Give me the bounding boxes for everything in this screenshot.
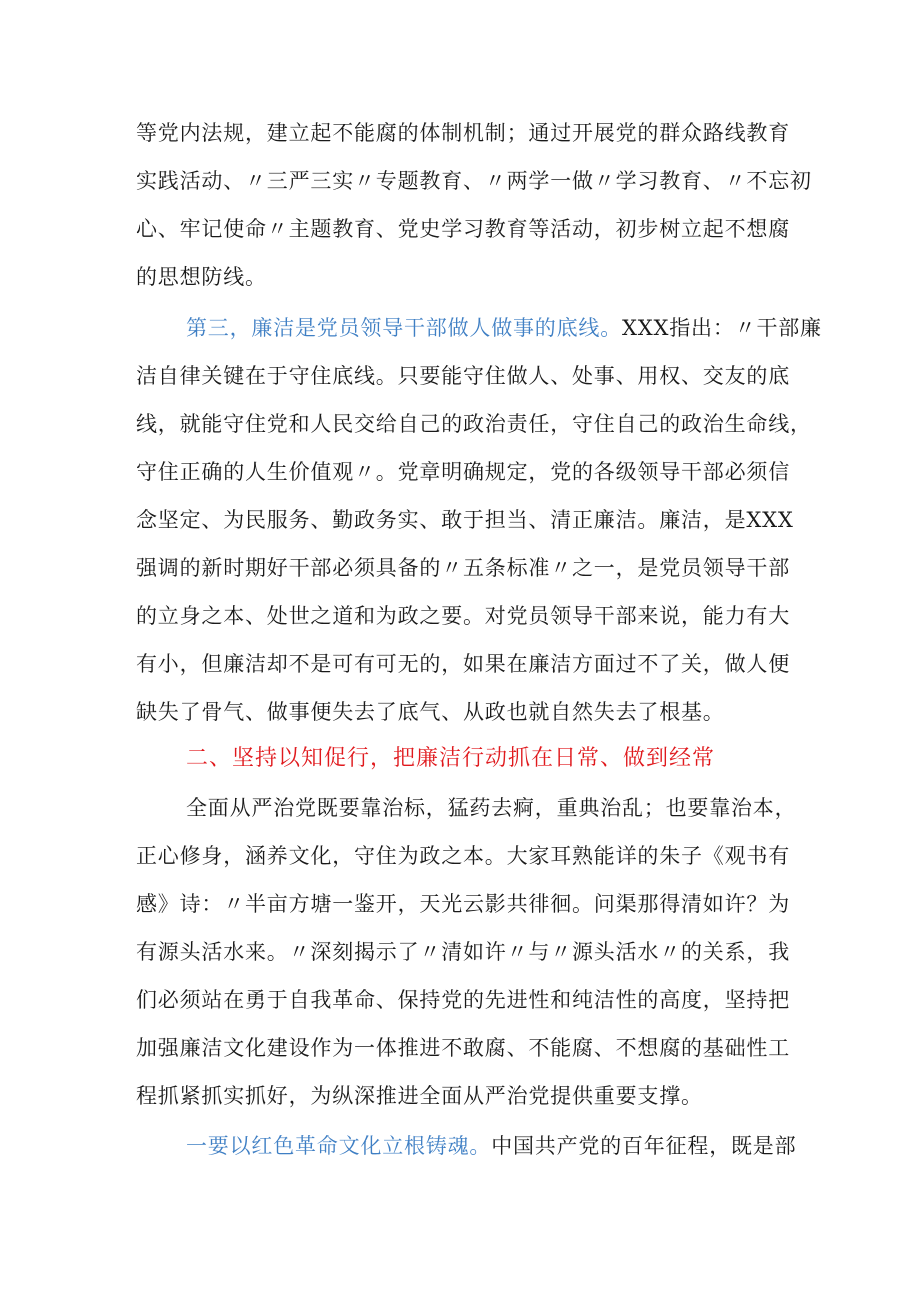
paragraph-line xyxy=(136,214,816,244)
paragraph-line xyxy=(136,457,816,487)
paragraph-line xyxy=(136,601,816,631)
paragraph-line xyxy=(136,409,816,439)
line-text: 的立身之本、处世之道和为政之要。对党员领导干部来说，能力有大 xyxy=(136,604,790,628)
paragraph-line xyxy=(136,937,816,967)
paragraph-line xyxy=(136,841,816,871)
paragraph-line xyxy=(136,1033,816,1063)
paragraph-line xyxy=(136,262,816,292)
line-text: 心、牢记使命〃主题教育、党史学习教育等活动，初步树立起不想腐 xyxy=(136,217,790,241)
line-text: 缺失了骨气、做事便失去了底气、从政也就自然失去了根基。 xyxy=(136,700,725,724)
paragraph-line xyxy=(136,118,816,148)
line-text: XXX指出：〃干部廉 xyxy=(622,316,822,340)
paragraph-line xyxy=(136,505,816,535)
line-text: 强调的新时期好干部必须具备的〃五条标准〃之一，是党员领导干部 xyxy=(136,556,790,580)
line-text: 有小，但廉洁却不是可有可无的，如果在廉洁方面过不了关，做人便 xyxy=(136,652,790,676)
line-text: 正心修身，涵养文化，守住为政之本。大家耳熟能详的朱子《观书有 xyxy=(136,844,790,868)
line-text: 全面从严治党既要靠治标，猛药去痾，重典治乱；也要靠治本， xyxy=(186,796,797,820)
line-text: 加强廉洁文化建设作为一体推进不敢腐、不能腐、不想腐的基础性工 xyxy=(136,1036,790,1060)
paragraph-line xyxy=(136,697,816,727)
paragraph-line xyxy=(136,889,816,919)
paragraph-line xyxy=(136,1081,816,1111)
line-text: 感》诗：〃半亩方塘一鉴开，天光云影共徘徊。问渠那得清如许？为 xyxy=(136,892,790,916)
line-text: 有源头活水来。〃深刻揭示了〃清如许〃与〃源头活水〃的关系，我 xyxy=(136,940,790,964)
line-text: 中国共产党的百年征程，既是部 xyxy=(491,1134,797,1158)
paragraph-line xyxy=(186,1131,816,1161)
paragraph-line xyxy=(136,553,816,583)
emphasis-text: 一要以红色革命文化立根铸魂。 xyxy=(186,1134,492,1158)
emphasis-text: 第三，廉洁是党员领导干部做人做事的底线。 xyxy=(186,316,622,340)
line-text: 们必须站在勇于自我革命、保持党的先进性和纯洁性的高度，坚持把 xyxy=(136,988,790,1012)
line-text: 实践活动、〃三严三实〃专题教育、〃两学一做〃学习教育、〃不忘初 xyxy=(136,169,812,193)
paragraph-line xyxy=(136,649,816,679)
line-text: 线，就能守住党和人民交给自己的政治责任，守住自己的政治生命线， xyxy=(136,412,812,436)
line-text: 程抓紧抓实抓好，为纵深推进全面从严治党提供重要支撑。 xyxy=(136,1084,703,1108)
line-text: 的思想防线。 xyxy=(136,265,267,289)
paragraph-line xyxy=(136,361,816,391)
paragraph-line xyxy=(186,793,816,823)
line-text: 洁自律关键在于守住底线。只要能守住做人、处事、用权、交友的底 xyxy=(136,364,790,388)
paragraph-line xyxy=(136,985,816,1015)
section-heading: 二、坚持以知促行，把廉洁行动抓在日常、做到经常 xyxy=(186,746,716,771)
paragraph-line xyxy=(136,166,816,196)
line-text: 守住正确的人生价值观〃。党章明确规定，党的各级领导干部必须信 xyxy=(136,460,790,484)
line-text: 念坚定、为民服务、勤政务实、敢于担当、清正廉洁。廉洁，是XXX xyxy=(136,508,794,532)
paragraph-line xyxy=(186,313,822,343)
line-text: 等党内法规，建立起不能腐的体制机制；通过开展党的群众路线教育 xyxy=(136,121,790,145)
